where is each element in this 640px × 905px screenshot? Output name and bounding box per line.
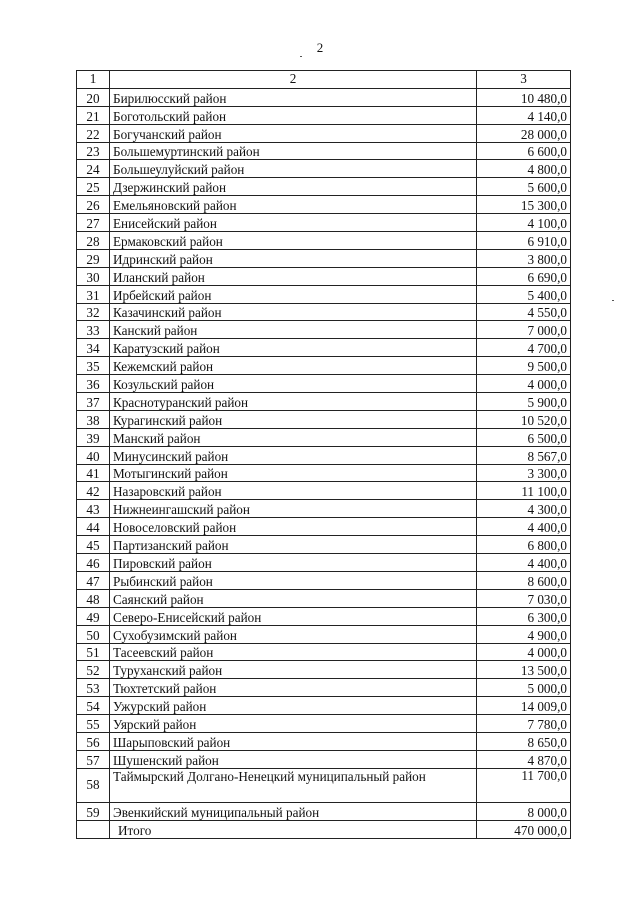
district-name: Большеулуйский район xyxy=(110,160,477,178)
table-row xyxy=(77,357,571,375)
district-name: Мотыгинский район xyxy=(110,464,477,482)
row-number: 54 xyxy=(77,697,110,715)
amount-value: 6 300,0 xyxy=(477,607,571,625)
table-row xyxy=(77,88,571,106)
district-name: Тюхтетский район xyxy=(110,679,477,697)
row-number: 43 xyxy=(77,500,110,518)
table-row xyxy=(77,554,571,572)
row-number: 49 xyxy=(77,607,110,625)
total-label: Итого xyxy=(110,820,477,838)
district-name: Курагинский район xyxy=(110,410,477,428)
row-number: 31 xyxy=(77,285,110,303)
table-row xyxy=(77,661,571,679)
table-row xyxy=(77,518,571,536)
row-number: 30 xyxy=(77,267,110,285)
district-name: Бирилюсский район xyxy=(110,88,477,106)
table-row xyxy=(77,536,571,554)
district-name: Краснотуранский район xyxy=(110,393,477,411)
row-number: 20 xyxy=(77,88,110,106)
amount-value: 8 600,0 xyxy=(477,571,571,589)
amount-value: 5 900,0 xyxy=(477,393,571,411)
table-row xyxy=(77,428,571,446)
amount-value: 9 500,0 xyxy=(477,357,571,375)
table-row xyxy=(77,124,571,142)
table-row xyxy=(77,571,571,589)
table-row xyxy=(77,196,571,214)
table-row xyxy=(77,732,571,750)
row-number: 21 xyxy=(77,106,110,124)
district-name: Иланский район xyxy=(110,267,477,285)
row-number: 52 xyxy=(77,661,110,679)
district-name: Идринский район xyxy=(110,249,477,267)
district-name: Рыбинский район xyxy=(110,571,477,589)
row-number: 26 xyxy=(77,196,110,214)
table-row xyxy=(77,589,571,607)
row-number: 32 xyxy=(77,303,110,321)
table-row xyxy=(77,106,571,124)
district-name: Боготольский район xyxy=(110,106,477,124)
row-number: 57 xyxy=(77,750,110,768)
district-name: Емельяновский район xyxy=(110,196,477,214)
table-header-row xyxy=(77,71,571,89)
column-header-3: 3 xyxy=(477,71,571,89)
row-number: 22 xyxy=(77,124,110,142)
amount-value: 5 400,0 xyxy=(477,285,571,303)
row-number: 48 xyxy=(77,589,110,607)
district-name: Новоселовский район xyxy=(110,518,477,536)
table-row xyxy=(77,375,571,393)
amount-value: 7 000,0 xyxy=(477,321,571,339)
district-name: Казачинский район xyxy=(110,303,477,321)
amount-value: 5 000,0 xyxy=(477,679,571,697)
amount-value: 14 009,0 xyxy=(477,697,571,715)
district-name: Таймырский Долгано-Ненецкий муниципальный район xyxy=(110,768,477,802)
district-name: Ирбейский район xyxy=(110,285,477,303)
row-number: 38 xyxy=(77,410,110,428)
row-number: 23 xyxy=(77,142,110,160)
page-number: 2 xyxy=(316,40,324,55)
row-number: 41 xyxy=(77,464,110,482)
table-row xyxy=(77,482,571,500)
district-name: Манский район xyxy=(110,428,477,446)
table-row xyxy=(77,232,571,250)
table-row xyxy=(77,393,571,411)
table-row xyxy=(77,625,571,643)
row-number: 40 xyxy=(77,446,110,464)
total-value: 470 000,0 xyxy=(477,820,571,838)
amount-value: 8 000,0 xyxy=(477,802,571,820)
amount-value: 13 500,0 xyxy=(477,661,571,679)
amount-value: 3 300,0 xyxy=(477,464,571,482)
amount-value: 6 600,0 xyxy=(477,142,571,160)
district-name: Богучанский район xyxy=(110,124,477,142)
table-row xyxy=(77,715,571,733)
amount-value: 11 700,0 xyxy=(477,768,571,802)
table-row xyxy=(77,643,571,661)
total-number-cell xyxy=(77,820,110,838)
district-name: Ужурский район xyxy=(110,697,477,715)
row-number: 58 xyxy=(77,768,110,802)
amount-value: 11 100,0 xyxy=(477,482,571,500)
amount-value: 4 000,0 xyxy=(477,375,571,393)
column-header-1: 1 xyxy=(77,71,110,89)
amount-value: 5 600,0 xyxy=(477,178,571,196)
amount-value: 6 910,0 xyxy=(477,232,571,250)
district-name: Дзержинский район xyxy=(110,178,477,196)
district-name: Канский район xyxy=(110,321,477,339)
amount-value: 7 780,0 xyxy=(477,715,571,733)
row-number: 35 xyxy=(77,357,110,375)
table-row xyxy=(77,339,571,357)
amount-value: 15 300,0 xyxy=(477,196,571,214)
table-row xyxy=(77,249,571,267)
district-name: Уярский район xyxy=(110,715,477,733)
amount-value: 8 567,0 xyxy=(477,446,571,464)
amount-value: 4 800,0 xyxy=(477,160,571,178)
table-row xyxy=(77,802,571,820)
row-number: 59 xyxy=(77,802,110,820)
table-row xyxy=(77,768,571,802)
row-number: 44 xyxy=(77,518,110,536)
amount-value: 6 800,0 xyxy=(477,536,571,554)
district-name: Каратузский район xyxy=(110,339,477,357)
district-name: Ермаковский район xyxy=(110,232,477,250)
district-name: Енисейский район xyxy=(110,214,477,232)
row-number: 56 xyxy=(77,732,110,750)
district-name: Шушенский район xyxy=(110,750,477,768)
district-name: Большемуртинский район xyxy=(110,142,477,160)
amount-value: 4 400,0 xyxy=(477,554,571,572)
column-header-2: 2 xyxy=(110,71,477,89)
district-name: Нижнеингашский район xyxy=(110,500,477,518)
amount-value: 6 690,0 xyxy=(477,267,571,285)
district-name: Козульский район xyxy=(110,375,477,393)
district-name: Партизанский район xyxy=(110,536,477,554)
table-row xyxy=(77,267,571,285)
amount-value: 3 800,0 xyxy=(477,249,571,267)
district-name: Эвенкийский муниципальный район xyxy=(110,802,477,820)
row-number: 42 xyxy=(77,482,110,500)
district-name: Сухобузимский район xyxy=(110,625,477,643)
table-row xyxy=(77,303,571,321)
table-row xyxy=(77,410,571,428)
amount-value: 4 550,0 xyxy=(477,303,571,321)
table-row xyxy=(77,500,571,518)
table-row xyxy=(77,285,571,303)
allocation-table xyxy=(76,70,571,839)
row-number: 51 xyxy=(77,643,110,661)
table-row xyxy=(77,607,571,625)
amount-value: 10 480,0 xyxy=(477,88,571,106)
district-name: Северо-Енисейский район xyxy=(110,607,477,625)
amount-value: 7 030,0 xyxy=(477,589,571,607)
district-name: Тасеевский район xyxy=(110,643,477,661)
table-row xyxy=(77,178,571,196)
total-row xyxy=(77,820,571,838)
table-row xyxy=(77,321,571,339)
row-number: 34 xyxy=(77,339,110,357)
row-number: 33 xyxy=(77,321,110,339)
amount-value: 4 300,0 xyxy=(477,500,571,518)
table-row xyxy=(77,464,571,482)
row-number: 45 xyxy=(77,536,110,554)
row-number: 36 xyxy=(77,375,110,393)
amount-value: 4 000,0 xyxy=(477,643,571,661)
row-number: 24 xyxy=(77,160,110,178)
amount-value: 6 500,0 xyxy=(477,428,571,446)
row-number: 53 xyxy=(77,679,110,697)
amount-value: 8 650,0 xyxy=(477,732,571,750)
district-name: Саянский район xyxy=(110,589,477,607)
amount-value: 4 870,0 xyxy=(477,750,571,768)
district-name: Минусинский район xyxy=(110,446,477,464)
district-name: Пировский район xyxy=(110,554,477,572)
row-number: 29 xyxy=(77,249,110,267)
amount-value: 10 520,0 xyxy=(477,410,571,428)
table-row xyxy=(77,446,571,464)
amount-value: 4 400,0 xyxy=(477,518,571,536)
table-row xyxy=(77,679,571,697)
table-row xyxy=(77,142,571,160)
amount-value: 4 700,0 xyxy=(477,339,571,357)
table-body xyxy=(77,71,571,839)
row-number: 37 xyxy=(77,393,110,411)
amount-value: 28 000,0 xyxy=(477,124,571,142)
amount-value: 4 900,0 xyxy=(477,625,571,643)
row-number: 27 xyxy=(77,214,110,232)
amount-value: 4 140,0 xyxy=(477,106,571,124)
district-name: Назаровский район xyxy=(110,482,477,500)
table-row xyxy=(77,750,571,768)
table-row xyxy=(77,697,571,715)
row-number: 28 xyxy=(77,232,110,250)
row-number: 46 xyxy=(77,554,110,572)
district-name: Туруханский район xyxy=(110,661,477,679)
table-row xyxy=(77,160,571,178)
table-row xyxy=(77,214,571,232)
row-number: 50 xyxy=(77,625,110,643)
amount-value: 4 100,0 xyxy=(477,214,571,232)
district-name: Кежемский район xyxy=(110,357,477,375)
district-name: Шарыповский район xyxy=(110,732,477,750)
row-number: 25 xyxy=(77,178,110,196)
row-number: 47 xyxy=(77,571,110,589)
row-number: 39 xyxy=(77,428,110,446)
row-number: 55 xyxy=(77,715,110,733)
